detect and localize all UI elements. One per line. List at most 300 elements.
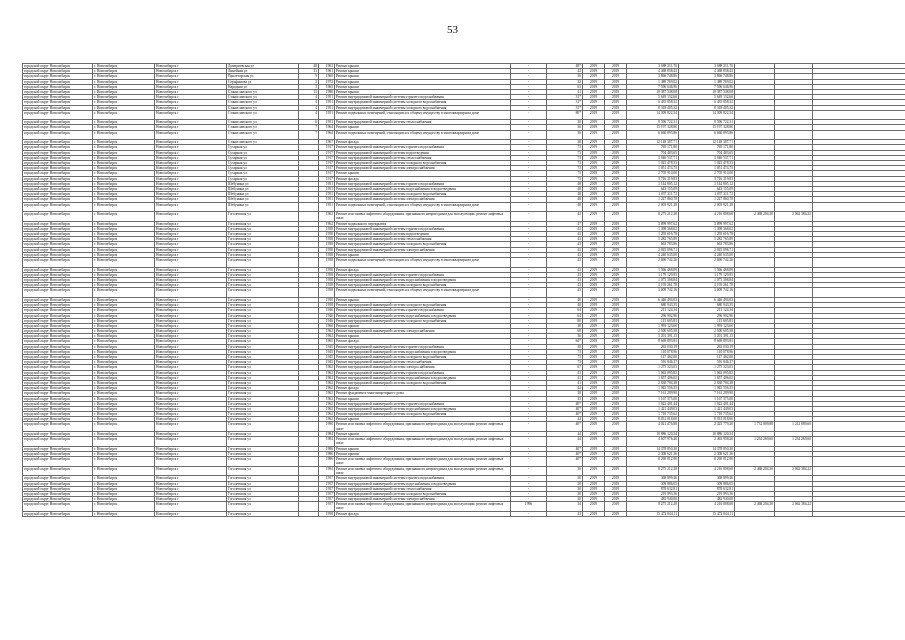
table-cell: -	[511, 452, 547, 457]
table-cell: Новосибирск г	[155, 303, 227, 308]
table-cell: 15 472 844,11	[679, 511, 735, 516]
table-cell: 73	[547, 145, 583, 150]
table-cell: 73	[547, 176, 583, 181]
table-cell	[299, 502, 319, 512]
table-cell: 263 030,19	[679, 344, 735, 349]
table-cell: 2019	[583, 226, 605, 231]
table-cell: 40*	[547, 401, 583, 406]
table-cell: Гоголевская ул	[227, 396, 299, 401]
table-cell: 43	[547, 272, 583, 277]
table-cell	[813, 212, 905, 222]
table-cell: 43	[547, 288, 583, 298]
table-cell: г. Новосибирск	[93, 297, 155, 302]
table-cell: 35	[547, 396, 583, 401]
table-cell: 6 435 858,32	[627, 100, 679, 105]
table-cell: -	[511, 283, 547, 288]
table-cell: Новосибирск г	[155, 181, 227, 186]
table-cell: 1 295 616,78	[679, 232, 735, 237]
table-cell	[299, 202, 319, 212]
table-cell: Новосибирск г	[155, 380, 227, 385]
table-cell: -	[511, 466, 547, 476]
table-cell: Ремонт или замена лифтового оборудования, признанного непригодным для эксплуатации, ремонт лифтовых шахт	[335, 422, 511, 432]
table-cell: Гоголевская ул	[227, 344, 299, 349]
table-cell: Новосибирск г	[155, 110, 227, 120]
table-cell: 115 605,83	[679, 318, 735, 323]
table-cell: городской округ Новосибирск	[23, 386, 93, 391]
table-cell: Ремонт внутридомовой инженерной системы теплоснабжения	[335, 237, 511, 242]
table-cell: городской округ Новосибирск	[23, 422, 93, 432]
table-cell: 2019	[605, 226, 627, 231]
table-cell: Ремонт внутридомовой инженерной системы холодного водоснабжения	[335, 318, 511, 323]
table-cell: -	[511, 380, 547, 385]
table-cell: Народная ул	[227, 84, 299, 89]
table-cell: 1 489 769,02	[679, 79, 735, 84]
table-cell: Новосибирск г	[155, 105, 227, 110]
table-cell: Новосибирск г	[155, 497, 227, 502]
table-cell: 765 171,80	[679, 145, 735, 150]
table-row	[23, 258, 905, 268]
table-cell: 2019	[583, 303, 605, 308]
table-cell: городской округ Новосибирск	[23, 446, 93, 451]
table-cell: 2 705 914,00	[627, 171, 679, 176]
table-cell: 1 366 468,89	[679, 267, 735, 272]
table-cell: г. Новосибирск	[93, 226, 155, 231]
table-cell: Гоголевская ул	[227, 481, 299, 486]
table-cell: городской округ Новосибирск	[23, 202, 93, 212]
table-cell: городской округ Новосибирск	[23, 192, 93, 197]
table-cell: 14 309 822,54	[627, 110, 679, 120]
table-cell: 368 899,46	[679, 476, 735, 481]
table-cell: -	[511, 437, 547, 447]
table-cell: -	[511, 432, 547, 437]
table-cell: 2019	[583, 197, 605, 202]
table-cell: 2019	[605, 349, 627, 354]
table-cell: -	[511, 84, 547, 89]
table-cell: 1917	[319, 145, 335, 150]
table-cell: 2019	[583, 486, 605, 491]
table-cell: Сухарная ул	[227, 161, 299, 166]
table-cell: 1957	[319, 481, 335, 486]
table-cell: г. Новосибирск	[93, 318, 155, 323]
table-cell: городской округ Новосибирск	[23, 511, 93, 516]
table-cell: 3 009 742,16	[679, 288, 735, 298]
table-cell: г. Новосибирск	[93, 386, 155, 391]
table-cell: г. Новосибирск	[93, 197, 155, 202]
table-cell: 2019	[605, 412, 627, 417]
table-cell	[299, 422, 319, 432]
table-cell: 2019	[605, 370, 627, 375]
table-cell: городской округ Новосибирск	[23, 323, 93, 328]
table-cell: г. Новосибирск	[93, 344, 155, 349]
table-cell: 2019	[583, 323, 605, 328]
table-cell: 2 062 384,22	[775, 466, 813, 476]
table-cell: г. Новосибирск	[93, 365, 155, 370]
table-cell: г. Новосибирск	[93, 308, 155, 313]
table-cell: 4 468 838,43	[679, 69, 735, 74]
table-cell: Новосибирск г	[155, 130, 227, 140]
table-cell: 1 366 468,89	[627, 267, 679, 272]
table-cell: городской округ Новосибирск	[23, 365, 93, 370]
table-cell: 2019	[583, 457, 605, 467]
table-cell: -	[511, 386, 547, 391]
table-cell: -	[511, 226, 547, 231]
table-cell: 1962	[319, 401, 335, 406]
table-cell: 2019	[605, 221, 627, 226]
table-cell: г. Новосибирск	[93, 511, 155, 516]
table-cell: 1 945 556,35	[627, 386, 679, 391]
table-cell	[775, 258, 813, 268]
table-cell: 2019	[583, 258, 605, 268]
table-cell: 2019	[583, 176, 605, 181]
table-cell: -	[511, 247, 547, 252]
table-cell: -	[511, 349, 547, 354]
table-cell: г. Новосибирск	[93, 446, 155, 451]
table-cell: 2019	[583, 150, 605, 155]
table-cell: Ремонт внутридомовой инженерной системы электроснабжения	[335, 197, 511, 202]
table-cell: -	[511, 186, 547, 191]
table-cell: 2 468 204,30	[735, 212, 775, 222]
table-cell: 2019	[605, 125, 627, 130]
table-cell: 1 227 860,78	[679, 197, 735, 202]
table-cell: 73	[547, 150, 583, 155]
table-cell: Новосибирск г	[155, 120, 227, 125]
table-cell: 2019	[583, 334, 605, 339]
table-cell: городской округ Новосибирск	[23, 486, 93, 491]
table-cell: 2019	[583, 283, 605, 288]
table-cell: г. Новосибирск	[93, 502, 155, 512]
page-number: 53	[447, 24, 458, 36]
table-cell: 1 227 860,78	[627, 197, 679, 202]
table-cell: городской округ Новосибирск	[23, 283, 93, 288]
table-cell: городской округ Новосибирск	[23, 502, 93, 512]
table-cell: 6 446 494,03	[679, 297, 735, 302]
table-cell: -	[511, 297, 547, 302]
table-cell: г. Новосибирск	[93, 64, 155, 69]
table-cell: 1917	[319, 176, 335, 181]
table-cell: 2019	[605, 406, 627, 411]
table-cell: городской округ Новосибирск	[23, 226, 93, 231]
table-cell: 213 124,34	[627, 308, 679, 313]
table-cell: городской округ Новосибирск	[23, 412, 93, 417]
table-cell: Станиславского ул	[227, 110, 299, 120]
table-cell: Ремонт внутридомовой инженерной системы горячего водоснабжения	[335, 401, 511, 406]
table-cell: г. Новосибирск	[93, 491, 155, 496]
table-cell: городской округ Новосибирск	[23, 375, 93, 380]
table-cell: Станиславского ул	[227, 125, 299, 130]
table-cell: 42	[547, 386, 583, 391]
document-table	[22, 63, 905, 517]
table-cell: 2019	[605, 155, 627, 160]
table-cell: Ремонт внутридомовой инженерной системы холодного водоснабжения	[335, 491, 511, 496]
table-cell: городской округ Новосибирск	[23, 491, 93, 496]
table-cell: 2019	[605, 422, 627, 432]
table-cell: 878 632,81	[679, 486, 735, 491]
table-cell: г. Новосибирск	[93, 283, 155, 288]
table-cell: 2 500 605,58	[679, 329, 735, 334]
table-cell: Гоголевская ул	[227, 406, 299, 411]
table-cell: Новосибирск г	[155, 79, 227, 84]
table-cell: 42	[547, 69, 583, 74]
table-cell: 1 179 129,95	[627, 272, 679, 277]
table-cell: -	[511, 511, 547, 516]
table-cell: 296 902,96	[679, 313, 735, 318]
table-cell: 2019	[605, 476, 627, 481]
table-cell: городской округ Новосибирск	[23, 391, 93, 396]
table-cell: 516 846,37	[679, 360, 735, 365]
table-cell: -	[511, 277, 547, 282]
table-cell	[735, 288, 775, 298]
table-cell: 765 171,80	[627, 145, 679, 150]
table-cell: 40	[547, 297, 583, 302]
table-cell: 1 398 368,02	[679, 226, 735, 231]
table-cell: 30	[547, 466, 583, 476]
table-cell: 40*	[547, 422, 583, 432]
table-cell: городской округ Новосибирск	[23, 339, 93, 344]
table-cell: 1 075 308,84	[627, 277, 679, 282]
table-row	[23, 511, 905, 516]
table-cell: Ремонт внутридомовой инженерной системы холодного водоснабжения	[335, 161, 511, 166]
table-cell: 2019	[583, 161, 605, 166]
table-cell: 2 062 384,22	[775, 502, 813, 512]
table-cell: 4 240 635,00	[627, 252, 679, 257]
table-cell: городской округ Новосибирск	[23, 166, 93, 171]
table-cell: 43	[547, 267, 583, 272]
table-cell: Гоголевская ул	[227, 452, 299, 457]
table-cell: 38	[547, 323, 583, 328]
table-cell: 2019	[583, 339, 605, 344]
table-cell: Новосибирск г	[155, 150, 227, 155]
table-cell	[775, 288, 813, 298]
table-cell: Гоголевская ул	[227, 497, 299, 502]
table-cell: Новосибирск г	[155, 221, 227, 226]
table-cell: г. Новосибирск	[93, 349, 155, 354]
table-cell: 2019	[605, 186, 627, 191]
table-cell: городской округ Новосибирск	[23, 313, 93, 318]
table-cell: 2019	[583, 391, 605, 396]
table-cell: городской округ Новосибирск	[23, 186, 93, 191]
table-cell	[775, 110, 813, 120]
table-cell: 2019	[605, 140, 627, 145]
table-cell: 1964	[319, 130, 335, 140]
table-cell: 2019	[583, 171, 605, 176]
table-cell: Сухарная ул	[227, 176, 299, 181]
table-cell: 1972	[319, 79, 335, 84]
table-cell: г. Новосибирск	[93, 221, 155, 226]
table-cell: г. Новосибирск	[93, 437, 155, 447]
table-cell: 2019	[583, 252, 605, 257]
table-cell: Гоголевская ул	[227, 339, 299, 344]
table-cell: Ремонт внутридомовой инженерной системы теплоснабжения	[335, 155, 511, 160]
table-cell: -	[511, 406, 547, 411]
table-cell: 2019	[583, 130, 605, 140]
table-cell: 8 031 018,00	[679, 417, 735, 422]
table-cell: 5 649 132,66	[627, 95, 679, 100]
table-cell: 663 783,86	[679, 242, 735, 247]
table-cell: Новосибирск г	[155, 329, 227, 334]
table-cell: г. Новосибирск	[93, 466, 155, 476]
table-cell: -	[511, 125, 547, 130]
table-cell: 64*	[547, 339, 583, 344]
table-cell: 2019	[583, 396, 605, 401]
table-cell: Новосибирск г	[155, 140, 227, 145]
table-cell: 30	[547, 497, 583, 502]
table-cell: Ремонт внутридомовой инженерной системы холодного водоснабжения	[335, 192, 511, 197]
table-cell: 10 387 348,08	[627, 89, 679, 94]
table-cell: Гоголевская ул	[227, 303, 299, 308]
table-cell: г. Новосибирск	[93, 247, 155, 252]
table-cell: Сухарная ул	[227, 155, 299, 160]
table-cell: 40*	[547, 412, 583, 417]
table-cell: Новосибирск г	[155, 247, 227, 252]
table-cell: Новосибирск г	[155, 166, 227, 171]
table-cell: 2 696 742,26	[627, 258, 679, 268]
table-cell: 40*	[547, 446, 583, 451]
table-cell: 1 718 735,62	[627, 412, 679, 417]
table-cell: Новосибирск г	[155, 297, 227, 302]
table-cell: 2019	[605, 267, 627, 272]
table-cell: 5 282 765,89	[627, 237, 679, 242]
table-cell: 2019	[583, 422, 605, 432]
table-cell: 48	[547, 197, 583, 202]
table-cell: 2019	[605, 100, 627, 105]
table-cell: 2019	[605, 288, 627, 298]
table-cell: 31*	[547, 105, 583, 110]
table-cell: Ремонт крыши	[335, 69, 511, 74]
table-cell: 2 468 204,30	[735, 466, 775, 476]
table-cell: 2019	[605, 145, 627, 150]
table-cell: 1988	[319, 89, 335, 94]
table-cell: -	[511, 110, 547, 120]
table-cell: 32	[547, 79, 583, 84]
table-cell: 2 630 794,38	[679, 380, 735, 385]
table-cell: 8 669 893,83	[627, 339, 679, 344]
table-cell	[299, 288, 319, 298]
table-cell: 147 462,00	[627, 355, 679, 360]
table-cell: -	[511, 89, 547, 94]
table-cell: 1965	[319, 84, 335, 89]
table-cell: 10 387 348,08	[679, 89, 735, 94]
table-cell: г. Новосибирск	[93, 412, 155, 417]
table-cell: г. Новосибирск	[93, 406, 155, 411]
table-cell: 2019	[583, 288, 605, 298]
table-cell: 1962	[319, 380, 335, 385]
table-cell: 1951	[319, 197, 335, 202]
table-cell: 1996	[511, 502, 547, 512]
table-cell: Дмитриевская ул	[227, 64, 299, 69]
table-cell: 1946	[319, 318, 335, 323]
table-cell: 2019	[583, 232, 605, 237]
table-cell: Гоголевская ул	[227, 313, 299, 318]
table-cell: -	[511, 176, 547, 181]
table-cell: 8 275 212,28	[627, 502, 679, 512]
table-cell: 2019	[605, 511, 627, 516]
table-cell: 1 421 449,03	[627, 406, 679, 411]
table-cell: Ремонт крыши	[335, 171, 511, 176]
table-cell: Гоголевская ул	[227, 258, 299, 268]
table-cell: Сухарная ул	[227, 145, 299, 150]
table-cell: Ремонт внутридомовой инженерной системы электроснабжения	[335, 365, 511, 370]
table-cell: 2019	[605, 391, 627, 396]
table-cell: 2019	[605, 202, 627, 212]
table-cell: Гоголевская ул	[227, 391, 299, 396]
table-cell: 63	[547, 84, 583, 89]
table-cell: 2019	[605, 375, 627, 380]
table-cell: городской округ Новосибирск	[23, 212, 93, 222]
table-cell: -	[511, 422, 547, 432]
table-cell: -	[511, 481, 547, 486]
table-cell: Шебунина ул	[227, 197, 299, 202]
table-cell: г. Новосибирск	[93, 288, 155, 298]
table-cell: Гоголевская ул	[227, 476, 299, 481]
table-cell	[813, 466, 905, 476]
table-cell: 8 318 405,32	[679, 105, 735, 110]
table-cell: Новосибирск г	[155, 64, 227, 69]
table-cell: Ремонт внутридомовой инженерной системы холодного водоснабжения	[335, 412, 511, 417]
table-cell: 1962	[319, 212, 335, 222]
table-cell: Ремонт внутридомовой инженерной системы электроснабжения	[335, 166, 511, 171]
table-cell: -	[511, 313, 547, 318]
table-cell: городской округ Новосибирск	[23, 481, 93, 486]
table-cell: 2019	[583, 125, 605, 130]
table-cell: Гоголевская ул	[227, 308, 299, 313]
table-cell: -	[511, 64, 547, 69]
table-cell: г. Новосибирск	[93, 417, 155, 422]
table-cell: -	[511, 334, 547, 339]
table-row	[23, 202, 905, 212]
table-cell: Ремонт внутридомовой инженерной системы электроснабжения	[335, 329, 511, 334]
table-cell: 1 167 375,00	[679, 396, 735, 401]
table-cell: Новосибирск г	[155, 406, 227, 411]
table-row	[23, 422, 905, 432]
table-cell: 1990	[319, 422, 335, 432]
table-cell: -	[511, 491, 547, 496]
table-cell: 643 155,09	[627, 186, 679, 191]
table-cell: 38	[547, 391, 583, 396]
table-cell: городской округ Новосибирск	[23, 297, 93, 302]
table-cell: 33	[299, 69, 319, 74]
table-cell: Ремонт внутридомовой инженерной системы горячего водоснабжения	[335, 476, 511, 481]
table-cell: 2 308 621,36	[627, 452, 679, 457]
table-cell: 43	[547, 252, 583, 257]
table-cell: -	[511, 303, 547, 308]
table-cell	[775, 202, 813, 212]
table-cell: 2019	[605, 486, 627, 491]
table-cell	[813, 502, 905, 512]
table-cell: 1 179 129,95	[679, 272, 735, 277]
table-cell: Ремонт внутридомовой инженерной системы холодного водоснабжения	[335, 355, 511, 360]
table-cell: 3 716 319,83	[627, 176, 679, 181]
table-cell: 2 003 921,28	[679, 202, 735, 212]
table-cell: Новосибирск г	[155, 365, 227, 370]
table-cell: 2019	[583, 497, 605, 502]
table-cell: 3 866 748,86	[679, 74, 735, 79]
table-cell: Серафимова ул	[227, 79, 299, 84]
table-cell: Гоголевская ул	[227, 212, 299, 222]
table-cell: 2019	[605, 120, 627, 125]
table-cell: 15 197 328,80	[679, 125, 735, 130]
table-cell: 30	[547, 481, 583, 486]
table-cell: Гоголевская ул	[227, 267, 299, 272]
table-cell: -	[511, 476, 547, 481]
table-cell: 1 993 123,60	[627, 323, 679, 328]
table-cell: 1958	[319, 258, 335, 268]
table-cell: 1917	[319, 155, 335, 160]
table-cell: Новосибирск г	[155, 457, 227, 467]
table-cell: 2019	[583, 247, 605, 252]
table-cell: 15 197 328,80	[627, 125, 679, 130]
table-cell: городской округ Новосибирск	[23, 349, 93, 354]
table-cell: 3 899 997,62	[679, 221, 735, 226]
